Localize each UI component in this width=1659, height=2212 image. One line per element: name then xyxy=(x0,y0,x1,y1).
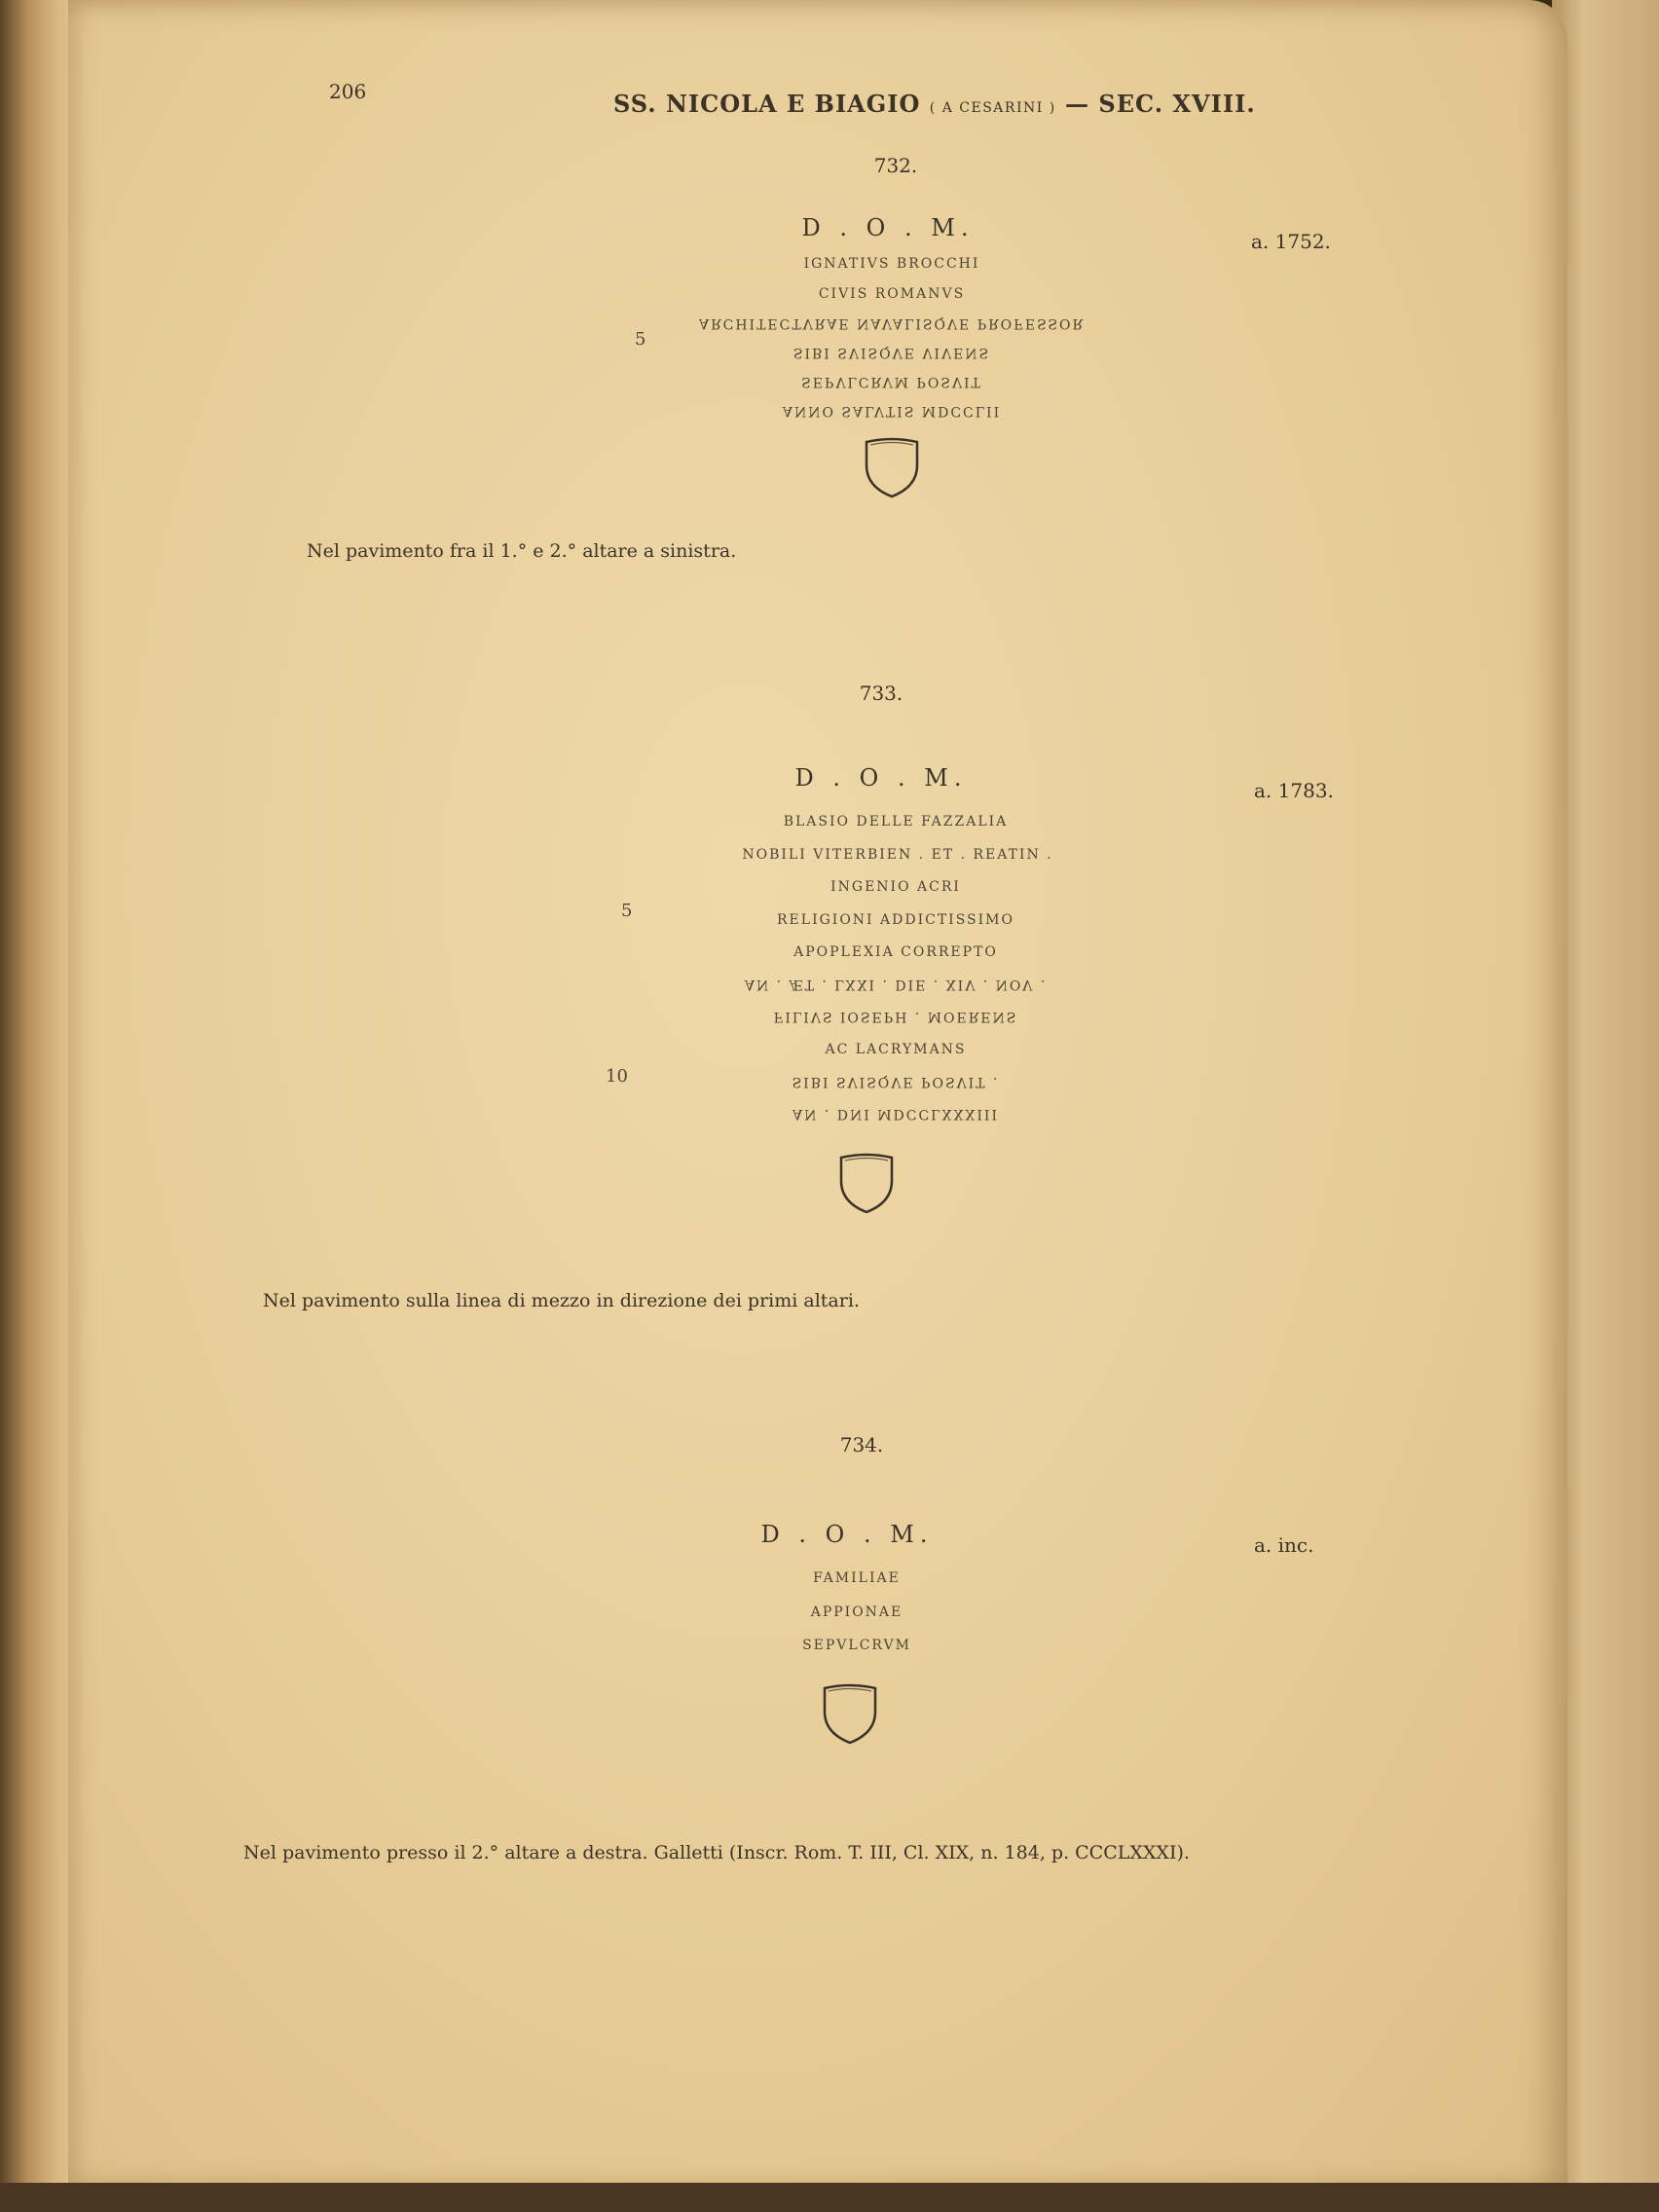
book-page xyxy=(68,0,1567,2191)
entry-note-734: Nel pavimento presso il 2.° altare a destra. Galletti (Inscr. Rom. T. III, Cl. XIX, n. 184, p. CCCLXXXI). xyxy=(243,1842,1190,1863)
entry-note-732: Nel pavimento fra il 1.° e 2.° altare a sinistra. xyxy=(307,540,737,562)
inscription-line: IGNATIVS BROCCHI xyxy=(803,256,980,272)
entry-date-732: a. 1752. xyxy=(1251,230,1331,253)
entry-heading-733: D . O . M. xyxy=(794,764,968,792)
header-subtitle: ( A CESARINI ) xyxy=(929,100,1056,116)
shield-icon xyxy=(821,1682,879,1747)
header-separator: — xyxy=(1065,90,1090,118)
inscription-line: BLASIO DELLE FAZZALIA xyxy=(783,814,1009,830)
entry-heading-734: D . O . M. xyxy=(760,1521,934,1548)
header-century: SEC. XVIII. xyxy=(1098,90,1256,118)
facing-page-right xyxy=(1552,0,1659,2212)
entry-note-733: Nel pavimento sulla linea di mezzo in direzione dei primi altari. xyxy=(263,1290,860,1311)
shield-icon xyxy=(863,436,921,500)
inscription-line: CIVIS ROMANVS xyxy=(818,286,966,302)
inscription-line: NOBILI VITERBIEN . ET . REATIN . xyxy=(742,847,1053,863)
shield-icon xyxy=(837,1152,896,1216)
inscription-line: APOPLEXIA CORREPTO xyxy=(793,944,998,960)
inscription-line: APPIONAE xyxy=(810,1604,903,1620)
inscription-line: RELIGIONI ADDICTISSIMO xyxy=(777,912,1014,928)
table-surface xyxy=(0,2183,1659,2212)
inscription-line: SEPVLCRVM xyxy=(802,1638,911,1653)
inscription-line: SIBI SVISQVE POSVIT . xyxy=(792,1074,1000,1089)
inscription-line: ARCHITECTVRAE NAVALISQVE PROFESSOR xyxy=(698,315,1086,331)
inscription-line: ANNO SALVTIS MDCCLII xyxy=(782,403,1002,419)
inscription-line: AC LACRYMANS xyxy=(825,1042,967,1057)
inscription-line: SIBI SVISQVE VIVENS xyxy=(793,345,991,360)
running-header xyxy=(613,90,1256,118)
header-title: SS. NICOLA E BIAGIO xyxy=(613,90,921,118)
book-edge-left xyxy=(0,0,78,2212)
line-number: 5 xyxy=(635,329,646,350)
inscription-line: SEPVLCRVM POSVIT xyxy=(801,374,982,389)
page-number: 206 xyxy=(329,80,367,103)
entry-date-733: a. 1783. xyxy=(1254,779,1334,802)
inscription-line: FAMILIAE xyxy=(813,1570,901,1586)
entry-number-733: 733. xyxy=(859,682,903,705)
inscription-line: AN . DNI MDCCLXXXIII xyxy=(793,1106,999,1122)
inscription-line: INGENIO ACRI xyxy=(830,879,961,895)
entry-number-734: 734. xyxy=(839,1433,884,1456)
entry-date-734: a. inc. xyxy=(1254,1533,1314,1557)
line-number: 10 xyxy=(606,1066,628,1087)
entry-heading-732: D . O . M. xyxy=(801,214,975,241)
inscription-line: FILIVS IOSEPH . MOERENS xyxy=(773,1009,1018,1024)
inscription-line: AN . ÆT . LXXI . DIE . XIV . NOV . xyxy=(744,977,1048,992)
line-number: 5 xyxy=(621,901,633,921)
entry-number-732: 732. xyxy=(873,154,918,177)
